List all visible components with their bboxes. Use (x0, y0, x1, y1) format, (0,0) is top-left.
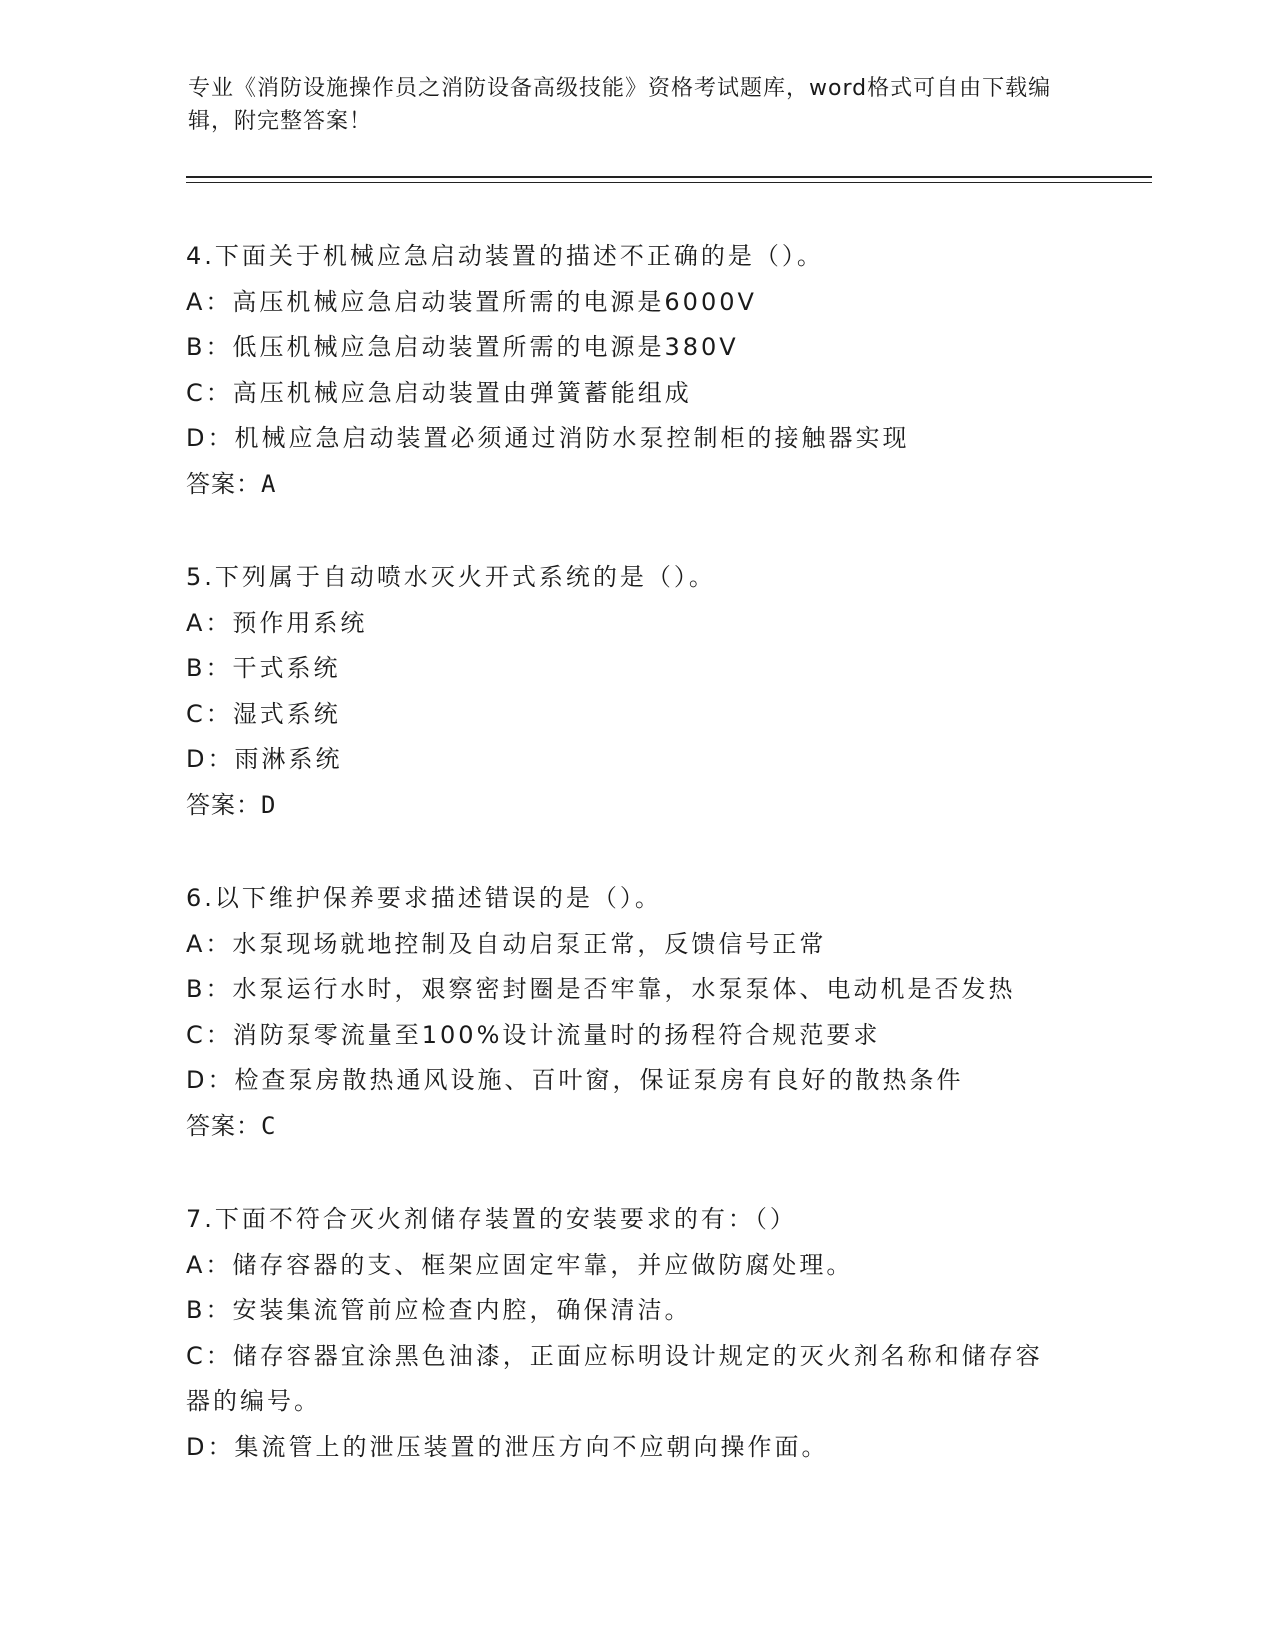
option-c: C：湿式系统 (186, 699, 341, 728)
option-b: B：水泵运行水时，艰察密封圈是否牢靠，水泵泵体、电动机是否发热 (186, 975, 1016, 1003)
option-d: D：集流管上的泄压装置的泄压方向不应朝向操作面。 (186, 1432, 829, 1461)
question-list (186, 234, 1086, 1518)
question-4 (186, 234, 1086, 507)
option-a: A：储存容器的支、框架应固定牢靠，并应做防腐处理。 (186, 1250, 854, 1279)
option-a: A：高压机械应急启动装置所需的电源是6000V (186, 287, 757, 316)
question-5 (186, 555, 1086, 828)
answer-line (186, 783, 1086, 829)
question-stem: 6.以下维护保养要求描述错误的是（）。 (186, 884, 662, 912)
option-b: B：干式系统 (186, 654, 341, 682)
answer-line (186, 1104, 1086, 1150)
question-stem: 5.下列属于自动喷水灭火开式系统的是（）。 (186, 563, 716, 591)
option-b: B：安装集流管前应检查内腔，确保清洁。 (186, 1296, 692, 1324)
question-stem: 4.下面关于机械应急启动装置的描述不正确的是（）。 (186, 242, 824, 270)
header-rule-thick (186, 176, 1152, 178)
header-rule-thin (186, 182, 1152, 183)
answer-value: A (261, 469, 277, 498)
question-stem: 7.下面不符合灭火剂储存装置的安装要求的有：（） (186, 1205, 797, 1233)
question-6 (186, 876, 1086, 1149)
question-7 (186, 1197, 1086, 1470)
answer-value: D (261, 790, 277, 819)
option-c: C：储存容器宜涂黑色油漆，正面应标明设计规定的灭火剂名称和储存容器的编号。 (186, 1341, 1043, 1415)
option-a: A：预作用系统 (186, 608, 368, 637)
option-b: B：低压机械应急启动装置所需的电源是380V (186, 333, 739, 361)
answer-label: 答案： (186, 790, 261, 819)
answer-label: 答案： (186, 1111, 261, 1140)
option-c: C：高压机械应急启动装置由弹簧蓄能组成 (186, 378, 692, 407)
header-text: 专业《消防设施操作员之消防设备高级技能》资格考试题库，word格式可自由下载编辑，附完整答案！ (188, 76, 1052, 134)
option-d: D：雨淋系统 (186, 745, 343, 773)
answer-value: C (261, 1111, 277, 1140)
option-c: C：消防泵零流量至100%设计流量时的扬程符合规范要求 (186, 1020, 881, 1049)
option-d: D：检查泵房散热通风设施、百叶窗，保证泵房有良好的散热条件 (186, 1066, 964, 1094)
answer-label: 答案： (186, 469, 261, 498)
document-header (188, 72, 1068, 138)
option-a: A：水泵现场就地控制及自动启泵正常，反馈信号正常 (186, 929, 827, 958)
option-d: D：机械应急启动装置必须通过消防水泵控制柜的接触器实现 (186, 424, 910, 452)
answer-line (186, 462, 1086, 508)
